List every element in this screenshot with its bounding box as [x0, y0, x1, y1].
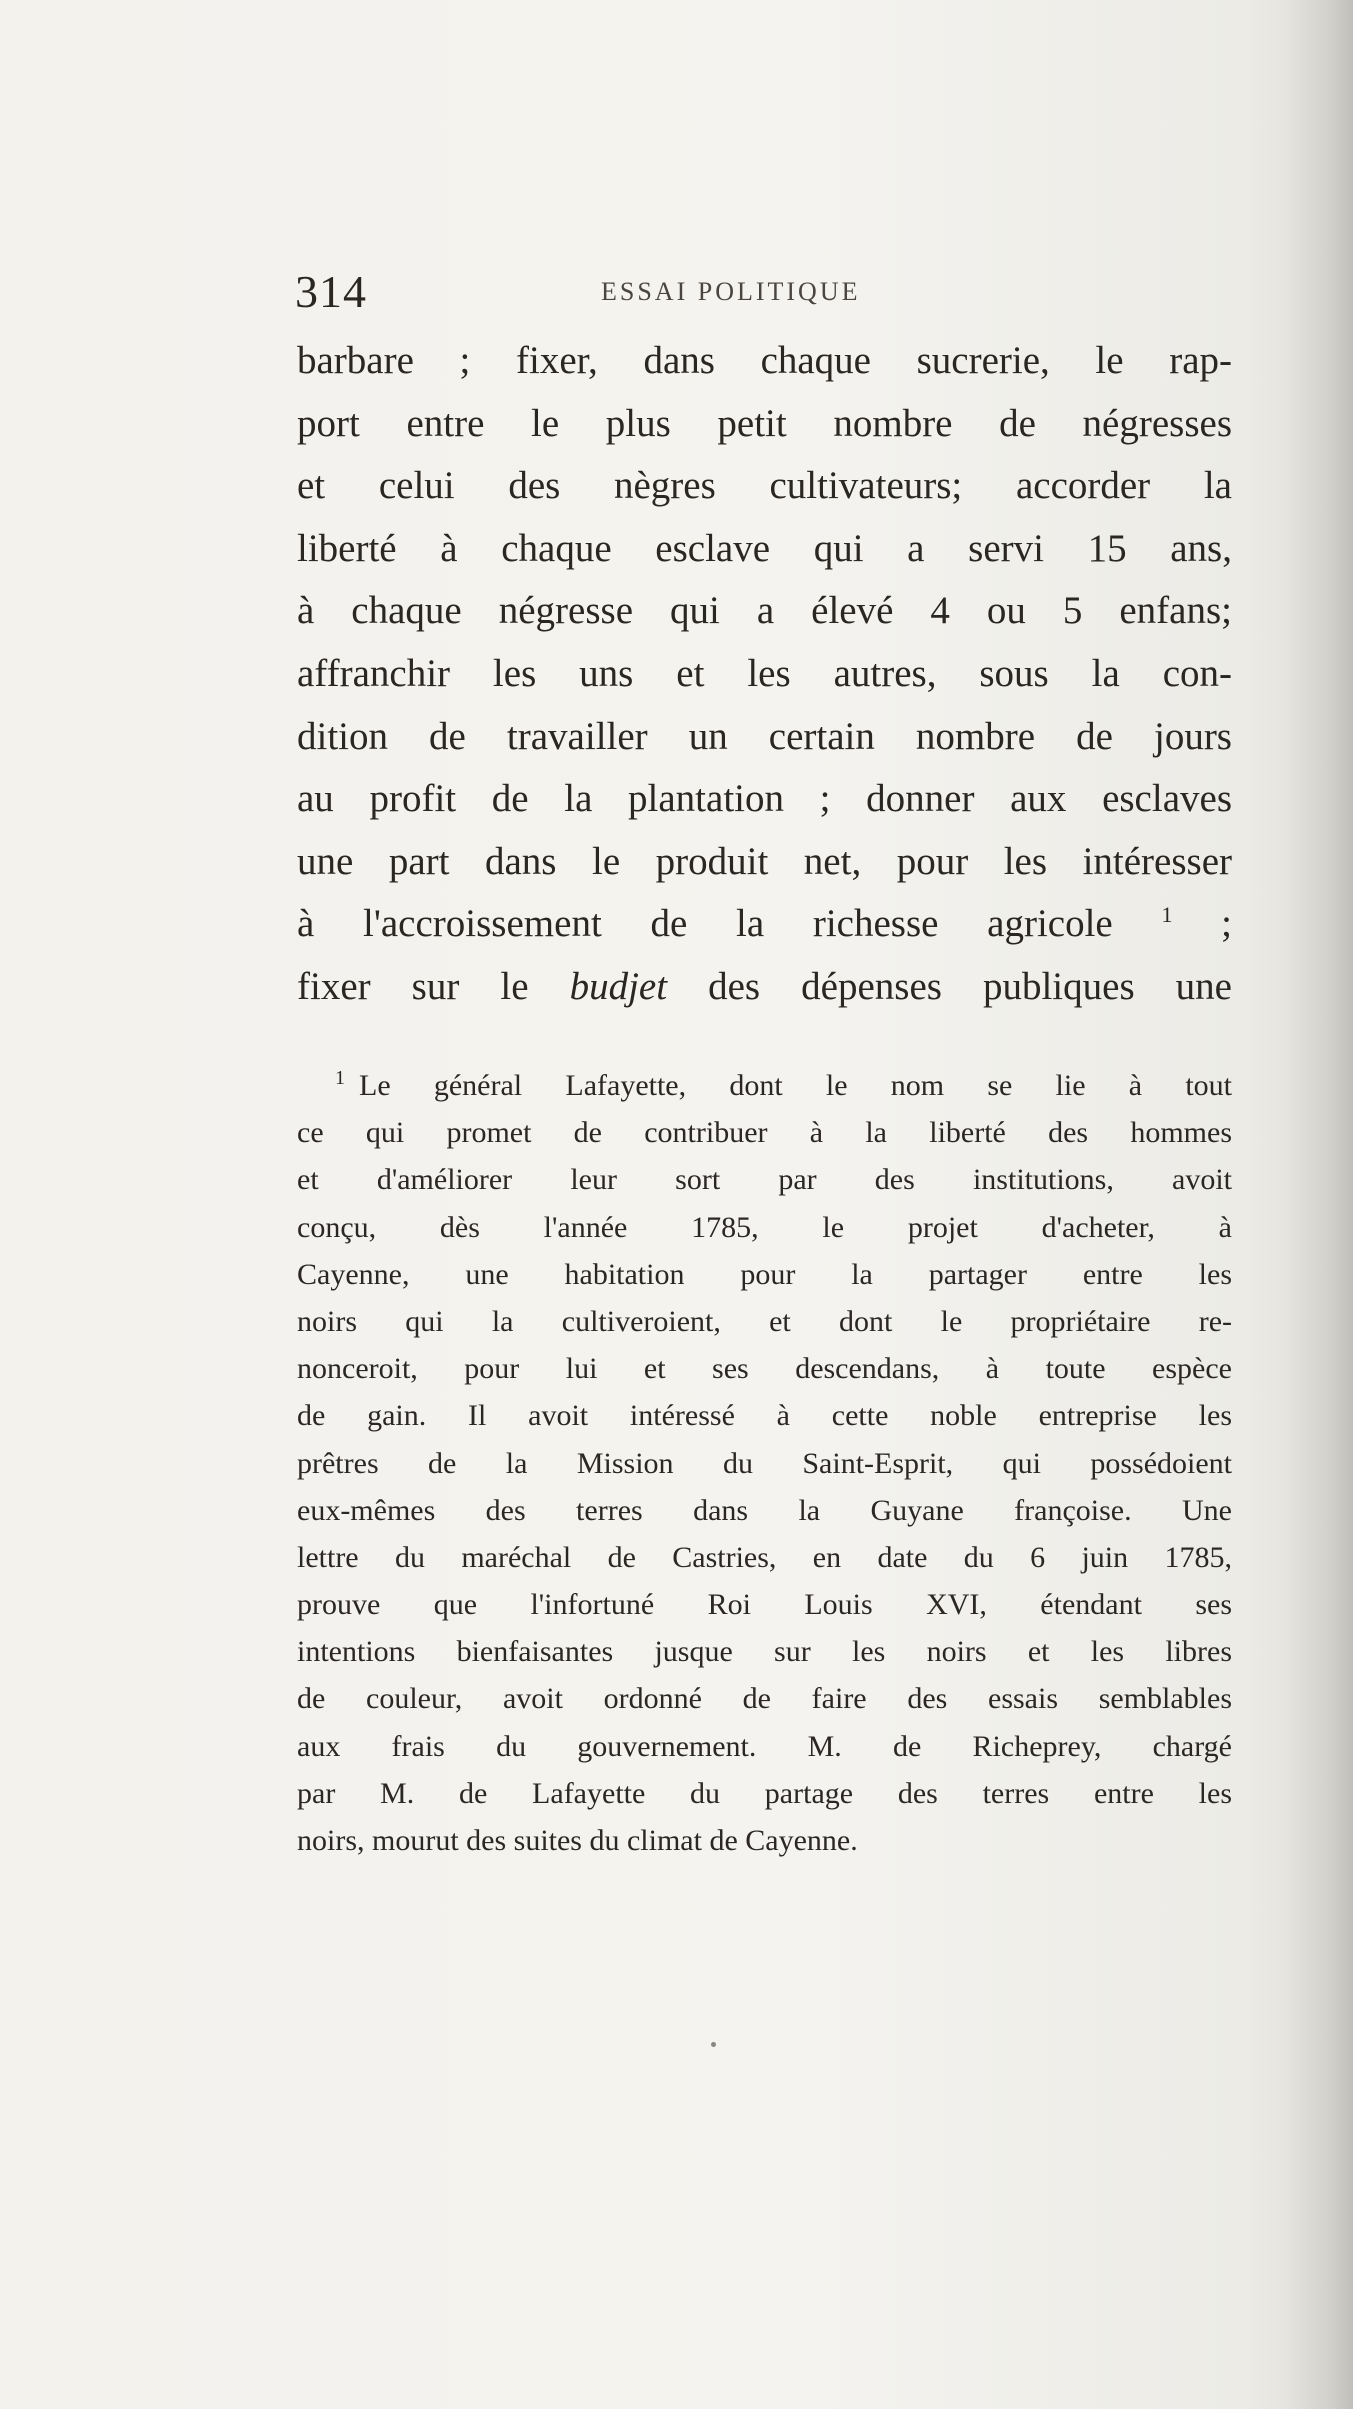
footnote-line: et d'améliorer leur sort par des institutions, avoit [297, 1163, 1232, 1197]
footnote-line: conçu, dès l'année 1785, le projet d'acheter, à [297, 1210, 1232, 1244]
text-line: à chaque négresse qui a élevé 4 ou 5 enfans; [297, 589, 1232, 633]
main-text [297, 330, 1232, 1019]
footnote-line: ce qui promet de contribuer à la liberté des hommes [297, 1116, 1232, 1150]
footnote-line: Cayenne, une habitation pour la partager entre les [297, 1257, 1232, 1291]
ink-speck [711, 2042, 716, 2047]
text-line [297, 956, 1232, 1019]
footnote [297, 1062, 1232, 1864]
text-line: au profit de la plantation ; donner aux esclaves [297, 777, 1232, 821]
line-end: des dépenses publiques une [708, 964, 1232, 1008]
footnote-line: prouve que l'infortuné Roi Louis XVI, étendant ses [297, 1588, 1232, 1622]
page-header [295, 262, 1245, 322]
italic-word: budjet [569, 964, 668, 1008]
footnote-line: lettre du maréchal de Castries, en date du 6 juin 1785, [297, 1540, 1232, 1574]
footnote-line: prêtres de la Mission du Saint-Esprit, qui possédoient [297, 1446, 1232, 1480]
page-edge-shadow [1283, 0, 1353, 2409]
text-line: barbare ; fixer, dans chaque sucrerie, le rap- [297, 339, 1232, 382]
footnote-line: intentions bienfaisantes jusque sur les noirs et les libres [297, 1635, 1232, 1669]
footnote-line: eux-mêmes des terres dans la Guyane françoise. Une [297, 1493, 1232, 1527]
text-line: port entre le plus petit nombre de négresses [297, 401, 1232, 445]
text-line [297, 893, 1232, 956]
footnote-line: noirs qui la cultiveroient, et dont le propriétaire re- [297, 1304, 1232, 1338]
line-start: fixer sur le [297, 964, 529, 1008]
footnote-reference: 1 [1161, 902, 1173, 928]
running-head: ESSAI POLITIQUE [601, 277, 861, 306]
footnote-line [297, 1062, 1232, 1109]
text-line: affranchir les uns et les autres, sous la con- [297, 651, 1232, 695]
text-line: et celui des nègres cultivateurs; accorder la [297, 464, 1232, 508]
text-line: dition de travailler un certain nombre de jours [297, 714, 1232, 758]
line-end: ; [1221, 902, 1232, 946]
footnote-number: 1 [335, 1067, 345, 1089]
footnote-line: par M. de Lafayette du partage des terres entre les [297, 1776, 1232, 1810]
text-line: liberté à chaque esclave qui a servi 15 ans, [297, 526, 1232, 570]
footnote-first-text: Le général Lafayette, dont le nom se lie à tout [359, 1069, 1232, 1102]
footnote-line: aux frais du gouvernement. M. de Richeprey, chargé [297, 1729, 1232, 1763]
line-text: à l'accroissement de la richesse agricole [297, 902, 1113, 946]
page-number: 314 [295, 266, 367, 317]
footnote-line: nonceroit, pour lui et ses descendans, à toute espèce [297, 1352, 1232, 1386]
footnote-line: de gain. Il avoit intéressé à cette noble entreprise les [297, 1399, 1232, 1433]
text-line: une part dans le produit net, pour les intéresser [297, 839, 1232, 883]
footnote-line: noirs, mourut des suites du climat de Cayenne. [297, 1824, 858, 1857]
footnote-line: de couleur, avoit ordonné de faire des essais semblables [297, 1682, 1232, 1716]
